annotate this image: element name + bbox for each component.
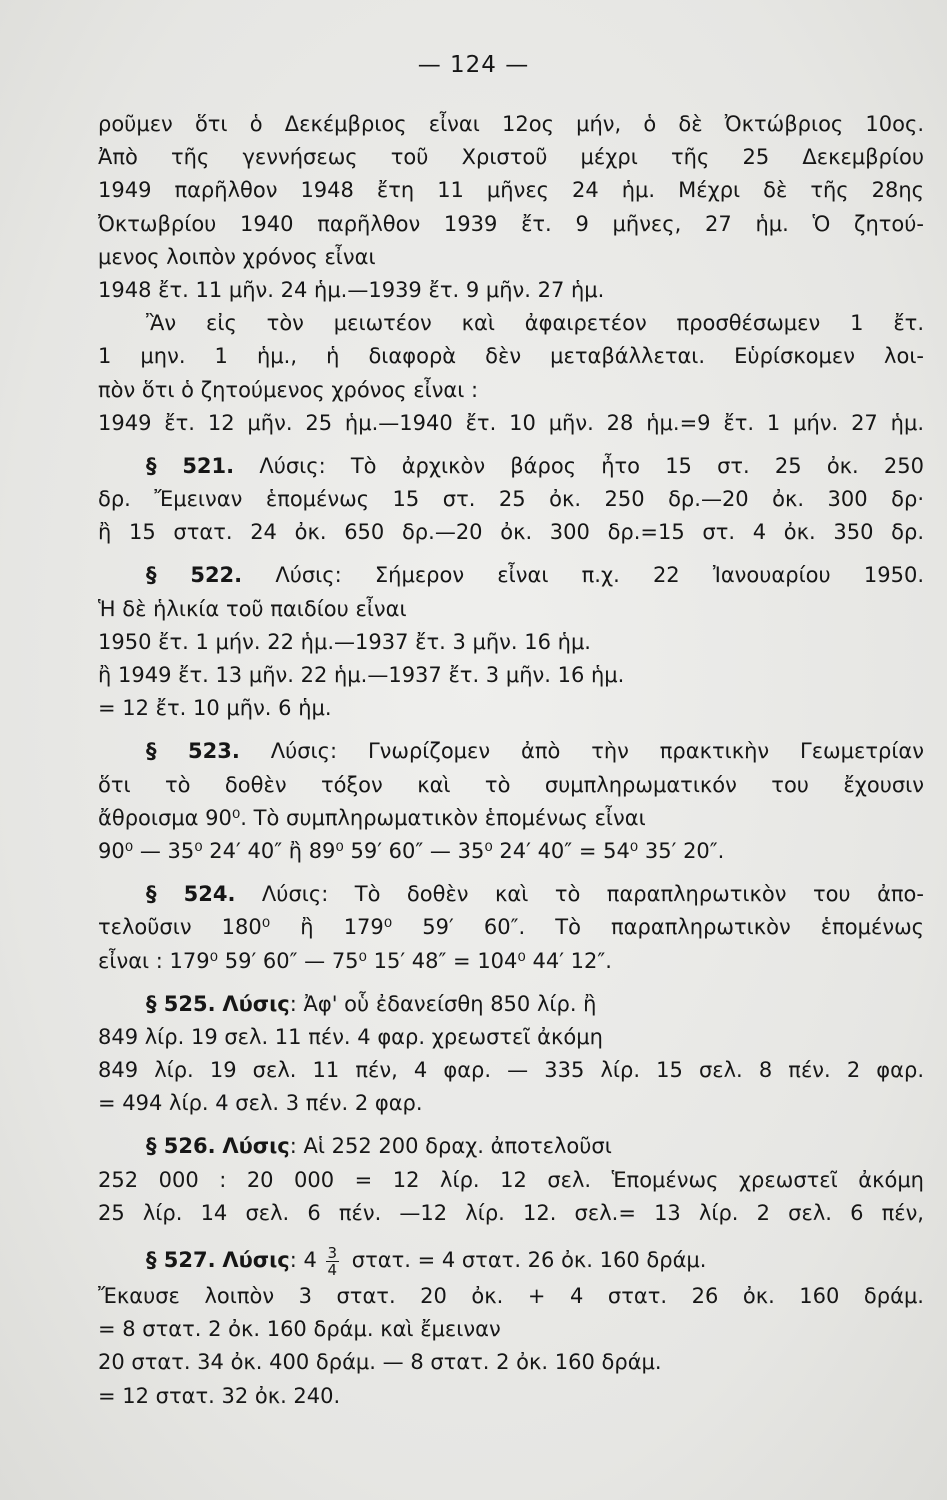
text-line: δρ. Ἔμειναν ἑπομένως 15 στ. 25 ὀκ. 250 δρ.—20 ὀκ. 300 δρ·: [98, 487, 924, 512]
solution-label: Λύσις: [222, 1134, 290, 1159]
text-line: 90⁰ — 35⁰ 24′ 40″ ἢ 89⁰ 59′ 60″ — 35⁰ 24′ 40″ = 54⁰ 35′ 20″.: [98, 838, 725, 863]
section-number: § 521.: [146, 453, 235, 478]
page-number: — 124 —: [417, 52, 530, 78]
solution-label: Λύσις: [259, 453, 319, 478]
text-line: Ἂν εἰς τὸν μειωτέον καὶ ἀφαιρετέον προσθέσωμεν 1 ἔτ.: [146, 311, 924, 336]
section-text: : Γνωρίζομεν ἀπὸ τὴν πρακτικὴν Γεωμετρίαν: [329, 739, 924, 764]
text-line: εἶναι : 179⁰ 59′ 60″ — 75⁰ 15′ 48″ = 104⁰ 44′ 12″.: [98, 948, 612, 973]
section-number: § 524.: [146, 882, 236, 907]
fraction-numerator: 3: [327, 1244, 338, 1263]
text-line: 25 λίρ. 14 σελ. 6 πέν. —12 λίρ. 12. σελ.= 13 λίρ. 2 σελ. 6 πέν,: [98, 1200, 924, 1225]
text-line: ἢ 15 στατ. 24 ὀκ. 650 δρ.—20 ὀκ. 300 δρ.=15 στ. 4 ὀκ. 350 δρ.: [98, 520, 924, 545]
section-527-heading: [98, 1240, 924, 1280]
text-line: = 12 στατ. 32 ὀκ. 240.: [98, 1383, 341, 1408]
fraction-denominator: 4: [327, 1261, 338, 1280]
text-line: Ἀπὸ τῆς γεννήσεως τοῦ Χριστοῦ μέχρι τῆς 25 Δεκεμβρίου: [98, 145, 924, 170]
page-text: [98, 108, 924, 1413]
section-text: : Ἀφ' οὗ ἐδανείσθη 850 λίρ. ἢ: [289, 991, 597, 1016]
text-line: 20 στατ. 34 ὀκ. 400 δράμ. — 8 στατ. 2 ὀκ. 160 δράμ.: [98, 1350, 662, 1375]
text-line: τελοῦσιν 180⁰ ἢ 179⁰ 59′ 60″. Τὸ παραπληρωτικὸν ἑπομένως: [98, 915, 924, 940]
text-line: μενος λοιπὸν χρόνος εἶναι: [98, 244, 376, 269]
section-text: : Τὸ δοθὲν καὶ τὸ παραπληρωτικὸν του ἀπο-: [321, 882, 924, 907]
section-525-heading: [98, 988, 924, 1021]
solution-label: Λύσις: [222, 991, 290, 1016]
section-text: : Αἱ 252 200 δραχ. ἀποτελοῦσι: [289, 1134, 612, 1159]
text-line: Ὀκτωβρίου 1940 παρῆλθον 1939 ἔτ. 9 μῆνες, 27 ἡμ. Ὁ ζητού-: [98, 211, 924, 236]
solution-label: Λύσις: [222, 1248, 290, 1272]
text-line: Ἔκαυσε λοιπὸν 3 στατ. 20 ὀκ. + 4 στατ. 26 ὀκ. 160 δράμ.: [98, 1284, 924, 1308]
section-text: στατ. = 4 στατ. 26 ὀκ. 160 δράμ.: [351, 1248, 707, 1272]
text-line: 1949 παρῆλθον 1948 ἔτη 11 μῆνες 24 ἡμ. Μέχρι δὲ τῆς 28ης: [98, 178, 924, 203]
section-number: § 523.: [146, 739, 240, 764]
section-text: : Σήμερον εἶναι π.χ. 22 Ἰανουαρίου 1950.: [334, 563, 924, 588]
text-line: πὸν ὅτι ὁ ζητούμενος χρόνος εἶναι :: [98, 377, 479, 402]
text-line: Ἡ δὲ ἡλικία τοῦ παιδίου εἶναι: [98, 596, 407, 621]
fraction: [326, 1245, 340, 1278]
text-line: = 8 στατ. 2 ὀκ. 160 δράμ. καὶ ἔμειναν: [98, 1317, 501, 1342]
text-line: 1949 ἔτ. 12 μῆν. 25 ἡμ.—1940 ἔτ. 10 μῆν. 28 ἡμ.=9 ἔτ. 1 μήν. 27 ἡμ.: [98, 410, 924, 435]
solution-label: Λύσις: [261, 882, 322, 907]
section-522-heading: [98, 559, 924, 592]
text-line: 252 000 : 20 000 = 12 λίρ. 12 σελ. Ἑπομένως χρεωστεῖ ἀκόμη: [98, 1167, 924, 1192]
text-line: 849 λίρ. 19 σελ. 11 πέν. 4 φαρ. χρεωστεῖ ἀκόμη: [98, 1024, 603, 1049]
text-line: ἄθροισμα 90⁰. Τὸ συμπληρωματικὸν ἑπομένως εἶναι: [98, 805, 646, 830]
section-text: : Τὸ ἀρχικὸν βάρος ἦτο 15 στ. 25 ὀκ. 250: [318, 453, 924, 478]
section-number: § 527.: [146, 1248, 216, 1272]
text-line: ἢ 1949 ἔτ. 13 μῆν. 22 ἡμ.—1937 ἔτ. 3 μῆν. 16 ἡμ.: [98, 663, 625, 687]
text-line: = 12 ἔτ. 10 μῆν. 6 ἡμ.: [98, 696, 332, 721]
text-line: 1948 ἔτ. 11 μῆν. 24 ἡμ.—1939 ἔτ. 9 μῆν. 27 ἡμ.: [98, 277, 605, 302]
section-524-heading: [98, 878, 924, 911]
text-line: 1 μην. 1 ἡμ., ἡ διαφορὰ δὲν μεταβάλλεται. Εὑρίσκομεν λοι-: [98, 344, 924, 369]
section-number: § 526.: [146, 1134, 216, 1159]
text-line: 1950 ἔτ. 1 μήν. 22 ἡμ.—1937 ἔτ. 3 μῆν. 16 ἡμ.: [98, 629, 591, 654]
solution-label: Λύσις: [275, 563, 335, 588]
text-line: ροῦμεν ὅτι ὁ Δεκέμβριος εἶναι 12ος μήν, ὁ δὲ Ὀκτώβριος 10ος.: [98, 112, 924, 136]
text-line: = 494 λίρ. 4 σελ. 3 πέν. 2 φαρ.: [98, 1091, 423, 1116]
text-line: 849 λίρ. 19 σελ. 11 πέν, 4 φαρ. — 335 λίρ. 15 σελ. 8 πέν. 2 φαρ.: [98, 1058, 924, 1083]
section-523-heading: [98, 735, 924, 768]
section-526-heading: [98, 1130, 924, 1163]
section-521-heading: [98, 450, 924, 483]
solution-label: Λύσις: [270, 739, 330, 764]
section-number: § 522.: [146, 563, 243, 588]
text-line: ὅτι τὸ δοθὲν τόξον καὶ τὸ συμπληρωματικόν του ἔχουσιν: [98, 772, 924, 797]
section-text: : 4: [289, 1248, 317, 1272]
section-number: § 525.: [146, 991, 216, 1016]
